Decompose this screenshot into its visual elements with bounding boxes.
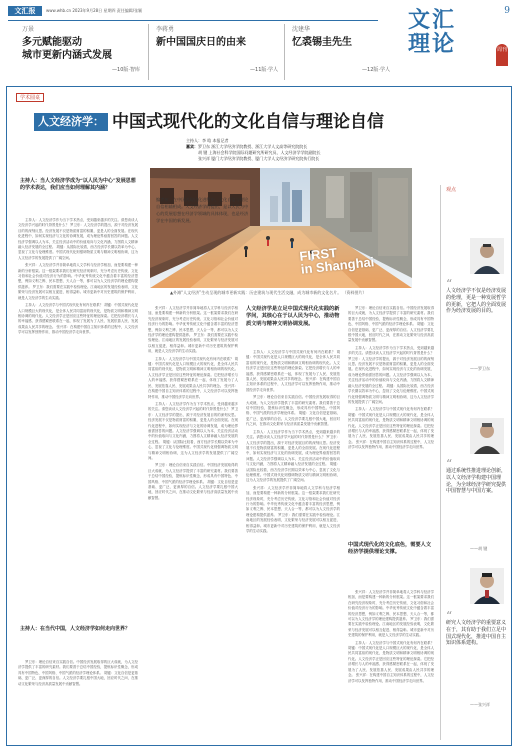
teaser-1[interactable] bbox=[22, 24, 140, 80]
section-title bbox=[408, 8, 488, 72]
section-title-bottom: 理论 bbox=[408, 31, 457, 57]
sidebar-quote-author: ——张兴祥 bbox=[470, 702, 490, 707]
body-paragraph: 张兴祥：人文经济学并非简单地将人文学科与经济学相加，而是要构建一种新的分析框架。这一框架要求我们在研究经济现象时，充分考虑历史传统、文化习俗和社会价值对经济行为的影响。中华优秀传统文化中蕴含着丰富的经济思想，例如义利之辨、民本思想、天人合一等，都可以为人文经济学的理论建构提供滋养。 罗卫东：我们需要在实践中检验理论。江南地区的发展经验表明，文化繁荣与经济发展可以相互促进、相得益彰。城市更新中对历史建筑的保护利用，就是人文经济学的生动实践。 bbox=[18, 263, 138, 300]
masthead-rule bbox=[8, 20, 378, 21]
body-paragraph: 罗卫东：理论自信来自实践自信。中国经济发展取得的巨大成就，为人文经济学提供了丰富的研究素材。我们要善于总结中国经验，提炼标识性概念，形成具有中国特色、中国风格、中国气派的经济学理论体系。 胡键：文化自信是更基础、更广泛、更深厚的自信。人文经济学要扎根中国大地，回应时代之问，在推动文化繁荣与经济高质量发展中贡献智慧。 bbox=[18, 660, 138, 686]
article-title: 中国式现代化的文化自信与理论自信 bbox=[112, 112, 384, 132]
guest-line: 罗卫东 浙江大学经济学院教授、浙江大学人文高等研究院院长 bbox=[198, 144, 308, 149]
sidebar-quote-author: ——胡 键 bbox=[470, 546, 488, 551]
mid-pull-quote-2: 中国式现代化的文化底色，需要人文经济学提供理论支撑。 bbox=[348, 542, 432, 556]
teaser-divider bbox=[148, 24, 149, 80]
page-number: 9 bbox=[504, 6, 510, 16]
portrait-2 bbox=[470, 418, 504, 454]
section-title-top: 文汇 bbox=[408, 7, 457, 33]
editor-note: 编者按：在中国式现代化进程中，文化自信与理论自信相辅相成。人文经济学的提出，是以人民为中心的发展思想在经济学领域的具体体现，也是经济学在中国的新发展。 bbox=[156, 197, 249, 223]
body-paragraph: 主持人：人文经济学与中国式现代化有何内在联系？ 胡键：中国式现代化是人口规模巨大的现代化，是全体人民共同富裕的现代化，是物质文明和精神文明相协调的现代化。人文经济学正是回应这些特征的理论探索。它把经济增长与人的幸福感、获得感紧密联系在一起，体现了发展为了人民、发展依靠人民、发展成果由人民共享的理念。 张兴祥：在构建中国自主知识体系的过程中，人文经济学可以发挥独特作用，推动中国经济学走向世界。 bbox=[348, 640, 434, 683]
guests-label: 嘉宾： bbox=[186, 144, 198, 149]
sidebar-quote-3: 研究人文经济学的重要意义在于，其有助于我们立足中国式现代化，推进中国自主知识体系建构。 bbox=[446, 620, 507, 647]
masthead-url: www.whb.cn bbox=[46, 8, 72, 13]
body-paragraph: 主持人：人文经济学与中国式现代化有何内在联系？ 胡键：中国式现代化是人口规模巨大的现代化，是全体人民共同富裕的现代化，是物质文明和精神文明相协调的现代化。人文经济学正是回应这些特征的理论探索。它把经济增长与人的幸福感、获得感紧密联系在一起，体现了发展为了人民、发展依靠人民、发展成果由人民共享的理念。 张兴祥：在构建中国自主知识体系的过程中，人文经济学可以发挥独特作用，推动中国经济学走向世界。 bbox=[246, 350, 340, 392]
teaser-tag: 李蒋勇 bbox=[156, 26, 175, 33]
article-kicker: 人文经济学： bbox=[34, 113, 108, 131]
photo-caption: ▲外滩“人文经济”生动呈现的城市更新实践：历史建筑与现代生活交融，成为城市新的文化名片。 （资料图片） bbox=[170, 290, 367, 295]
sidebar-quote-2: 通过系统性推进理论创新，以人文经济学构建中国理论，为全球经济学研究提供中国智慧与中国方案。 bbox=[446, 468, 507, 495]
body-paragraph: 主持人：人文经济学作为当下学术热点，受到越来越多的关注。请您谈谈人文经济学兴起的时代背景是什么？ 罗卫东：人文经济学的提出，源于对经济发展目的的深刻反思。经济发展不仅是物质财富的积累，更是人的全面发展。在现代化进程中，如何实现经济与文化的协调发展，成为理论界亟需回答的问题。人文经济学强调以人为本，关注经济活动中的价值取向与文化内涵，力图将人文精神融入经济发展的全过程。 胡键：从国际比较看，西方经济学长期以效率为中心，忽视了文化与伦理维度。中国式现代化则强调物质文明与精神文明相协调，这为人文经济学的发展提供了广阔空间。 bbox=[246, 429, 340, 483]
teaser-headline: 忆裘锡圭先生 bbox=[292, 37, 352, 48]
guest-line: 张兴祥 厦门大学经济学院教授、厦门大学人文经济学研究院执行院长 bbox=[198, 156, 320, 161]
sidebar-quote-1: 人文经济学不仅是经济发展的伦理，更是一种发展哲学的更新，它把人的全面发展作为经济发展的目的。 bbox=[446, 288, 507, 315]
guests-block bbox=[186, 144, 446, 162]
teaser-2[interactable] bbox=[156, 24, 278, 80]
street-sign-text: FIRST in Shanghai bbox=[298, 245, 375, 277]
body-paragraph: 张兴祥：人文经济学并非简单地将人文学科与经济学相加，而是要构建一种新的分析框架。这一框架要求我们在研究经济现象时，充分考虑历史传统、文化习俗和社会价值对经济行为的影响。中华优秀传统文化中蕴含着丰富的经济思想，例如义利之辨、民本思想、天人合一等，都可以为人文经济学的理论建构提供滋养。 罗卫东：我们需要在实践中检验理论。江南地区的发展经验表明，文化繁荣与经济发展可以相互促进、相得益彰。城市更新中对历史建筑的保护利用，就是人文经济学的生动实践。 bbox=[148, 306, 238, 354]
teaser-page: —12版·学人 bbox=[362, 67, 390, 73]
portrait-silhouette-icon bbox=[470, 238, 504, 274]
portrait-silhouette-icon bbox=[470, 568, 504, 604]
body-column-2 bbox=[148, 306, 238, 740]
body-paragraph: 罗卫东：理论自信来自实践自信。中国经济发展取得的巨大成就，为人文经济学提供了丰富的研究素材。我们要善于总结中国经验，提炼标识性概念，形成具有中国特色、中国风格、中国气派的经济学理论体系。 胡键：文化自信是更基础、更广泛、更深厚的自信。人文经济学要扎根中国大地，回应时代之问，在推动文化繁荣与经济高质量发展中贡献智慧。 bbox=[348, 306, 434, 343]
masthead-editor: 责任编辑/张颖 bbox=[116, 8, 143, 13]
quote-mark-icon: “ bbox=[446, 457, 453, 471]
teaser-headline bbox=[22, 36, 140, 62]
weekly-badge: 周刊 bbox=[496, 44, 508, 66]
teaser-headline-line: 城市更新内涵式发展 bbox=[22, 50, 112, 61]
body-paragraph: 主持人：人文经济学与中国式现代化有何内在联系？ 胡键：中国式现代化是人口规模巨大的现代化，是全体人民共同富裕的现代化，是物质文明和精神文明相协调的现代化。人文经济学正是回应这些特征的理论探索。它把经济增长与人的幸福感、获得感紧密联系在一起，体现了发展为了人民、发展依靠人民、发展成果由人民共享的理念。 张兴祥：在构建中国自主知识体系的过程中，人文经济学可以发挥独特作用，推动中国经济学走向世界。 bbox=[348, 407, 434, 450]
teaser-headline: 新中国国庆日的由来 bbox=[156, 37, 246, 48]
body-column-1 bbox=[18, 218, 138, 618]
body-column-4-bottom bbox=[348, 590, 434, 740]
teaser-tag: 沈建华 bbox=[292, 26, 311, 33]
quote-mark-icon: “ bbox=[446, 277, 453, 291]
sidebar-quote-author: ——罗卫东 bbox=[470, 366, 490, 371]
teaser-page: —11版·学人 bbox=[250, 67, 278, 73]
mid-pull-quote-1: 人文经济学是立足中国式现代化实践的新学问，其核心在于以人民为中心，推动物质文明与精神文明协调发展。 bbox=[246, 306, 340, 327]
teaser-divider bbox=[284, 24, 285, 80]
newspaper-logo: 文汇报 bbox=[8, 6, 42, 16]
quote-mark-icon: “ bbox=[446, 609, 453, 623]
masthead-meta bbox=[46, 8, 142, 14]
article-photo bbox=[150, 168, 412, 288]
masthead-date: 2023年9月28日 星期四 bbox=[72, 8, 116, 13]
body-paragraph: 张兴祥：人文经济学并非简单地将人文学科与经济学相加，而是要构建一种新的分析框架。这一框架要求我们在研究经济现象时，充分考虑历史传统、文化习俗和社会价值对经济行为的影响。中华优秀传统文化中蕴含着丰富的经济思想，例如义利之辨、民本思想、天人合一等，都可以为人文经济学的理论建构提供滋养。 罗卫东：我们需要在实践中检验理论。江南地区的发展经验表明，文化繁荣与经济发展可以相互促进、相得益彰。城市更新中对历史建筑的保护利用，就是人文经济学的生动实践。 bbox=[246, 485, 340, 533]
body-column-1-bottom bbox=[18, 660, 138, 740]
portrait-silhouette-icon bbox=[470, 418, 504, 454]
body-paragraph: 罗卫东：理论自信来自实践自信。中国经济发展取得的巨大成就，为人文经济学提供了丰富的研究素材。我们要善于总结中国经验，提炼标识性概念，形成具有中国特色、中国风格、中国气派的经济学理论体系。 胡键：文化自信是更基础、更广泛、更深厚的自信。人文经济学要扎根中国大地，回应时代之问，在推动文化繁荣与经济高质量发展中贡献智慧。 bbox=[246, 395, 340, 427]
body-paragraph: 罗卫东：理论自信来自实践自信。中国经济发展取得的巨大成就，为人文经济学提供了丰富的研究素材。我们要善于总结中国经验，提炼标识性概念，形成具有中国特色、中国风格、中国气派的经济学理论体系。 胡键：文化自信是更基础、更广泛、更深厚的自信。人文经济学要扎根中国大地，回应时代之问，在推动文化繁荣与经济高质量发展中贡献智慧。 bbox=[148, 463, 238, 500]
teaser-page: —10版·智库 bbox=[112, 67, 140, 73]
teaser-3[interactable] bbox=[292, 24, 390, 80]
body-column-3 bbox=[246, 350, 340, 740]
body-paragraph: 主持人：人文经济学与中国式现代化有何内在联系？ 胡键：中国式现代化是人口规模巨大的现代化，是全体人民共同富裕的现代化，是物质文明和精神文明相协调的现代化。人文经济学正是回应这些特征的理论探索。它把经济增长与人的幸福感、获得感紧密联系在一起，体现了发展为了人民、发展依靠人民、发展成果由人民共享的理念。 张兴祥：在构建中国自主知识体系的过程中，人文经济学可以发挥独特作用，推动中国经济学走向世界。 bbox=[18, 303, 138, 335]
portrait-3 bbox=[470, 568, 504, 604]
body-paragraph: 主持人：人文经济学作为当下学术热点，受到越来越多的关注。请您谈谈人文经济学兴起的时代背景是什么？ 罗卫东：人文经济学的提出，源于对经济发展目的的深刻反思。经济发展不仅是物质财富的积累，更是人的全面发展。在现代化进程中，如何实现经济与文化的协调发展，成为理论界亟需回答的问题。人文经济学强调以人为本，关注经济活动中的价值取向与文化内涵，力图将人文精神融入经济发展的全过程。 胡键：从国际比较看，西方经济学长期以效率为中心，忽视了文化与伦理维度。中国式现代化则强调物质文明与精神文明相协调，这为人文经济学的发展提供了广阔空间。 bbox=[348, 345, 434, 404]
body-paragraph: 主持人：人文经济学作为当下学术热点，受到越来越多的关注。请您谈谈人文经济学兴起的时代背景是什么？ 罗卫东：人文经济学的提出，源于对经济发展目的的深刻反思。经济发展不仅是物质财富的积累，更是人的全面发展。在现代化进程中，如何实现经济与文化的协调发展，成为理论界亟需回答的问题。人文经济学强调以人为本，关注经济活动中的价值取向与文化内涵，力图将人文精神融入经济发展的全过程。 胡键：从国际比较看，西方经济学长期以效率为中心，忽视了文化与伦理维度。中国式现代化则强调物质文明与精神文明相协调，这为人文经济学的发展提供了广阔空间。 bbox=[18, 218, 138, 260]
body-paragraph: 张兴祥：人文经济学并非简单地将人文学科与经济学相加，而是要构建一种新的分析框架。这一框架要求我们在研究经济现象时，充分考虑历史传统、文化习俗和社会价值对经济行为的影响。中华优秀传统文化中蕴含着丰富的经济思想，例如义利之辨、民本思想、天人合一等，都可以为人文经济学的理论建构提供滋养。 罗卫东：我们需要在实践中检验理论。江南地区的发展经验表明，文化繁荣与经济发展可以相互促进、相得益彰。城市更新中对历史建筑的保护利用，就是人文经济学的生动实践。 bbox=[348, 590, 434, 638]
teaser-headline-line: 多元赋能驱动 bbox=[22, 37, 82, 48]
guests-list bbox=[198, 144, 321, 162]
pull-quote-1: 主持人：当人文经济学成为“以人民为中心”发展思想的学术表达，我们应当如何理解其内涵？ bbox=[20, 178, 136, 191]
body-paragraph: 主持人：人文经济学作为当下学术热点，受到越来越多的关注。请您谈谈人文经济学兴起的时代背景是什么？ 罗卫东：人文经济学的提出，源于对经济发展目的的深刻反思。经济发展不仅是物质财富的积累，更是人的全面发展。在现代化进程中，如何实现经济与文化的协调发展，成为理论界亟需回答的问题。人文经济学强调以人为本，关注经济活动中的价值取向与文化内涵，力图将人文精神融入经济发展的全过程。 胡键：从国际比较看，西方经济学长期以效率为中心，忽视了文化与伦理维度。中国式现代化则强调物质文明与精神文明相协调，这为人文经济学的发展提供了广阔空间。 bbox=[148, 401, 238, 460]
teaser-tag: 万景 bbox=[22, 26, 35, 33]
host-line: 主持人：李 晗 本报记者 bbox=[186, 138, 229, 143]
body-column-4 bbox=[348, 306, 434, 536]
article-credits bbox=[186, 138, 446, 162]
guest-line: 胡 键 上海社会科学院国际问题研究所研究员、人文经济学学院副院长 bbox=[198, 150, 321, 155]
portrait-1 bbox=[470, 238, 504, 274]
sidebar-heading: 观点 bbox=[446, 187, 457, 193]
pull-quote-2: 主持人：在当代中国，人文经济学如何走向世界？ bbox=[20, 626, 131, 632]
body-paragraph: 主持人：人文经济学与中国式现代化有何内在联系？ 胡键：中国式现代化是人口规模巨大的现代化，是全体人民共同富裕的现代化，是物质文明和精神文明相协调的现代化。人文经济学正是回应这些特征的理论探索。它把经济增长与人的幸福感、获得感紧密联系在一起，体现了发展为了人民、发展依靠人民、发展成果由人民共享的理念。 张兴祥：在构建中国自主知识体系的过程中，人文经济学可以发挥独特作用，推动中国经济学走向世界。 bbox=[148, 356, 238, 399]
article-tag: 学术圆桌 bbox=[16, 93, 44, 102]
article-headline bbox=[34, 111, 494, 135]
street-photo-illustration bbox=[150, 168, 412, 288]
